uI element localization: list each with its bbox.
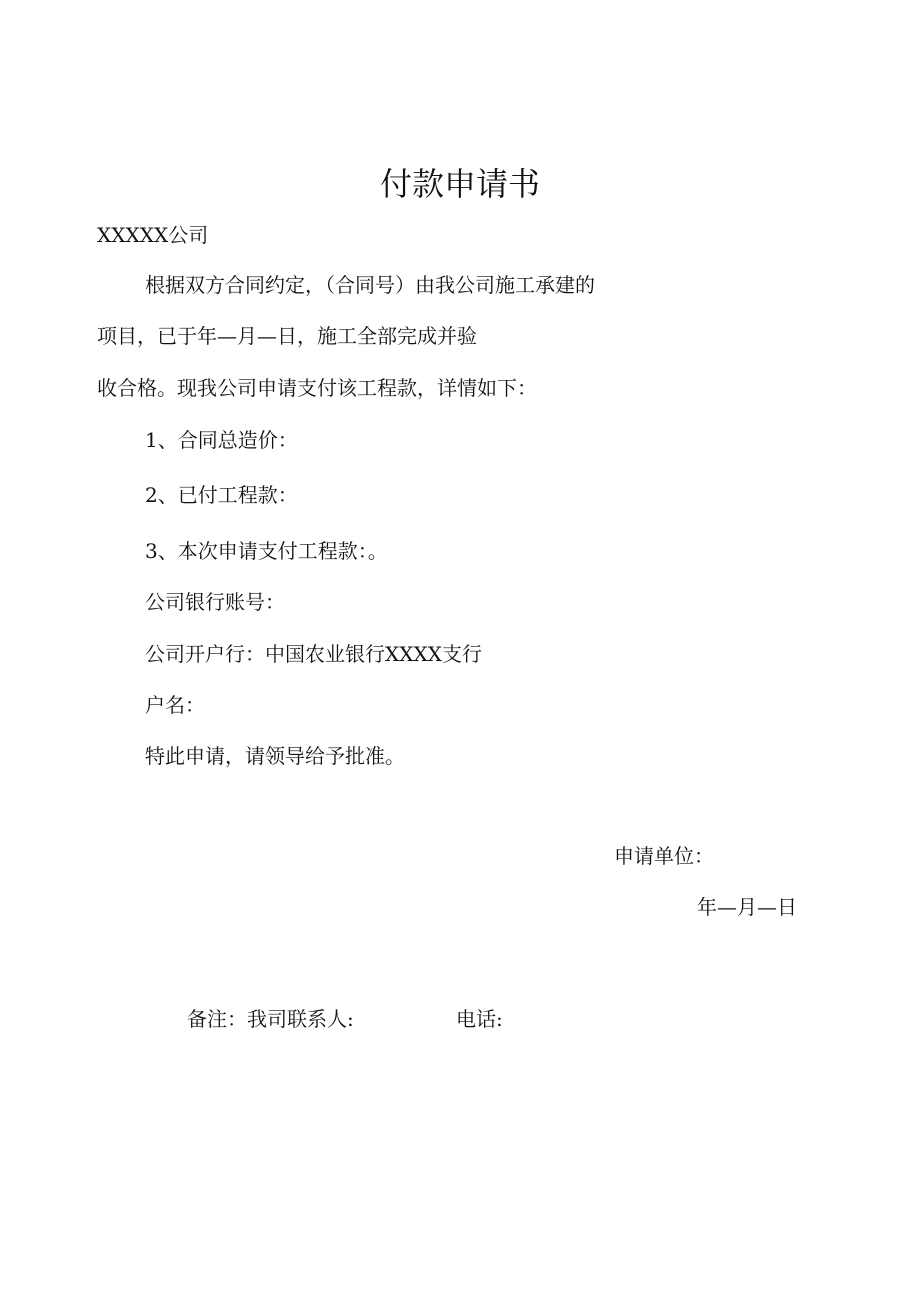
item-paid-amount: 2、已付工程款：	[145, 483, 298, 507]
addressee: XXXXX公司	[97, 223, 209, 247]
remark-contact: 备注：我司联系人:	[187, 1007, 354, 1031]
body-line-3: 收合格。现我公司申请支付该工程款，详情如下：	[97, 376, 537, 400]
document-title: 付款申请书	[379, 165, 540, 203]
bank-name: 公司开户行：中国农业银行XXXX支行	[145, 642, 482, 666]
application-date: 年—月—日	[697, 895, 797, 919]
account-name: 户名：	[145, 693, 205, 717]
bank-account: 公司银行账号：	[145, 590, 285, 614]
body-line-2: 项目，已于年—月—日，施工全部完成并验	[97, 324, 477, 348]
item-contract-total: 1、合同总造价：	[145, 428, 298, 452]
item-current-request: 3、本次申请支付工程款：。	[145, 539, 388, 563]
remark-phone: 电话:	[456, 1007, 503, 1031]
applicant-unit: 申请单位：	[614, 844, 714, 868]
closing-statement: 特此申请，请领导给予批准。	[145, 744, 405, 768]
body-line-1: 根据双方合同约定，（合同号）由我公司施工承建的	[145, 273, 595, 297]
